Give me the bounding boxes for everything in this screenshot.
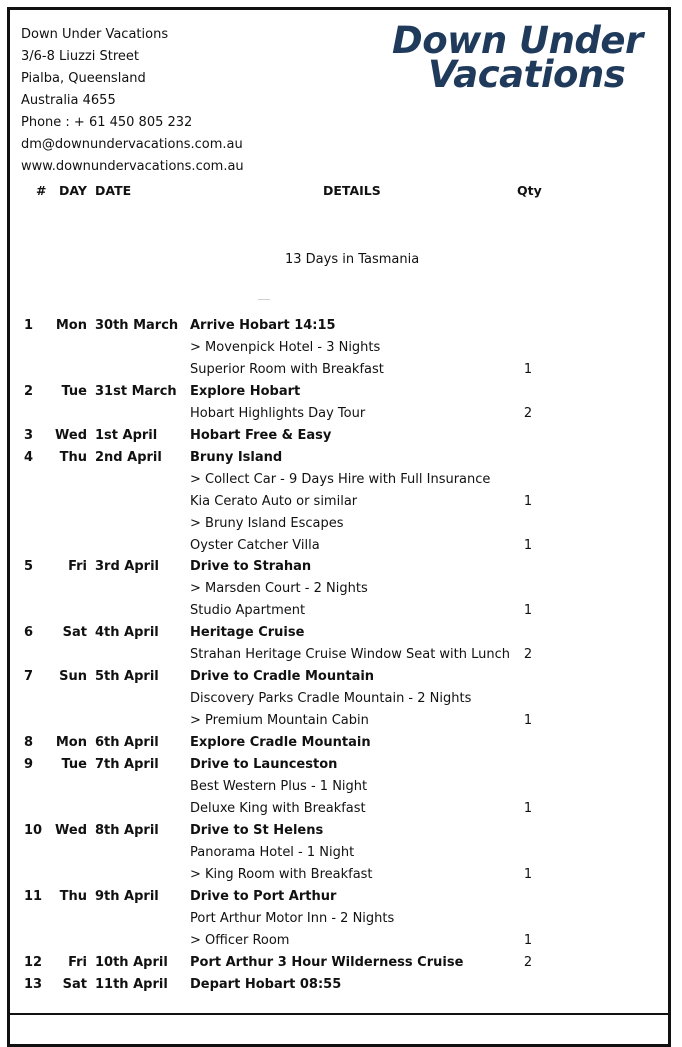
row-quantity: 2 [523, 954, 533, 970]
column-header-date: DATE [95, 183, 132, 198]
row-weekday: Mon [55, 735, 87, 751]
itinerary-row [0, 666, 682, 688]
row-details: Heritage Cruise [190, 625, 305, 641]
itinerary-row [0, 425, 682, 447]
itinerary-row [0, 776, 682, 798]
company-street: 3/6-8 Liuzzi Street [21, 49, 140, 64]
row-day-number: 5 [24, 559, 34, 575]
company-address [21, 24, 244, 178]
row-quantity: 1 [523, 713, 533, 729]
row-details: Drive to Cradle Mountain [190, 669, 375, 685]
itinerary-row [0, 622, 682, 644]
itinerary-row [0, 513, 682, 535]
row-weekday: Wed [55, 427, 87, 443]
column-header-num: # [36, 183, 47, 198]
itinerary-row [0, 337, 682, 359]
row-weekday: Fri [68, 954, 87, 970]
row-weekday: Thu [59, 888, 87, 904]
row-details: Drive to Strahan [190, 559, 312, 575]
itinerary-row [0, 644, 682, 666]
itinerary-row [0, 600, 682, 622]
itinerary-row [0, 359, 682, 381]
row-quantity: 2 [523, 647, 533, 663]
row-quantity: 1 [523, 603, 533, 619]
row-quantity: 2 [523, 405, 533, 421]
row-day-number: 4 [24, 449, 34, 465]
row-details: Kia Cerato Auto or similar [190, 493, 358, 509]
row-quantity: 1 [523, 800, 533, 816]
itinerary-row [0, 864, 682, 886]
row-details: > Officer Room [190, 932, 290, 948]
row-day-number: 3 [24, 427, 34, 443]
row-day-number: 8 [24, 735, 34, 751]
row-details: Oyster Catcher Villa [190, 537, 320, 553]
itinerary-row [0, 908, 682, 930]
row-day-number: 6 [24, 625, 34, 641]
trip-title: 13 Days in Tasmania [285, 252, 420, 267]
itinerary-row [0, 820, 682, 842]
itinerary-row [0, 447, 682, 469]
column-header-day: DAY [59, 183, 87, 198]
itinerary-row [0, 930, 682, 952]
row-quantity: 1 [523, 493, 533, 509]
row-details: Drive to Port Arthur [190, 888, 337, 904]
row-day-number: 2 [24, 383, 34, 399]
itinerary-row [0, 315, 682, 337]
row-details: Hobart Highlights Day Tour [190, 405, 366, 421]
row-date: 3rd April [95, 559, 159, 575]
row-date: 4th April [95, 625, 159, 641]
row-weekday: Wed [55, 822, 87, 838]
itinerary-row [0, 886, 682, 908]
itinerary-row [0, 974, 682, 996]
row-weekday: Sat [62, 976, 87, 992]
row-date: 9th April [95, 888, 159, 904]
row-weekday: Tue [61, 757, 87, 772]
faint-mark [258, 299, 270, 300]
row-details: > Premium Mountain Cabin [190, 713, 369, 729]
row-date: 1st April [95, 427, 158, 443]
row-details: Explore Cradle Mountain [190, 735, 371, 751]
company-phone: Phone : + 61 450 805 232 [21, 115, 193, 130]
row-details: Port Arthur 3 Hour Wilderness Cruise [190, 954, 464, 970]
row-day-number: 12 [24, 954, 43, 970]
company-email: dm@downundervacations.com.au [21, 137, 243, 152]
row-weekday: Fri [68, 559, 87, 575]
row-details: Deluxe King with Breakfast [190, 800, 366, 816]
row-details: Best Western Plus - 1 Night [190, 778, 368, 794]
row-details: Hobart Free & Easy [190, 427, 332, 443]
row-details: Bruny Island [190, 449, 283, 465]
row-details: Drive to Launceston [190, 757, 338, 772]
row-details: Drive to St Helens [190, 822, 324, 838]
row-details: > King Room with Breakfast [190, 866, 373, 882]
company-logo [392, 19, 667, 96]
row-details: Superior Room with Breakfast [190, 361, 384, 377]
itinerary-row [0, 952, 682, 974]
itinerary-row [0, 688, 682, 710]
row-details: Explore Hobart [190, 383, 301, 399]
row-quantity: 1 [523, 866, 533, 882]
row-day-number: 1 [24, 318, 34, 333]
row-details: Studio Apartment [190, 603, 306, 619]
row-date: 2nd April [95, 449, 162, 465]
row-weekday: Thu [59, 449, 87, 465]
itinerary-row [0, 798, 682, 820]
column-header-qty: Qty [517, 183, 542, 198]
company-name: Down Under Vacations [21, 27, 169, 42]
row-details: Depart Hobart 08:55 [190, 976, 342, 992]
logo-line-2: Vacations [428, 53, 626, 96]
row-date: 31st March [95, 383, 177, 399]
row-weekday: Sun [59, 669, 87, 685]
itinerary-row [0, 556, 682, 578]
row-quantity: 1 [523, 932, 533, 948]
bottom-rule [7, 1013, 671, 1015]
row-date: 5th April [95, 669, 159, 685]
row-details: > Bruny Island Escapes [190, 515, 344, 531]
row-date: 30th March [95, 318, 179, 333]
row-details: Port Arthur Motor Inn - 2 Nights [190, 910, 395, 926]
row-quantity: 1 [523, 361, 533, 377]
row-details: Discovery Parks Cradle Mountain - 2 Nights [190, 691, 472, 707]
row-details: Panorama Hotel - 1 Night [190, 844, 355, 860]
row-day-number: 9 [24, 757, 34, 772]
row-date: 11th April [95, 976, 168, 992]
row-day-number: 10 [24, 822, 43, 838]
row-details: > Marsden Court - 2 Nights [190, 581, 368, 597]
itinerary-row [0, 381, 682, 403]
company-country: Australia 4655 [21, 93, 116, 108]
row-date: 6th April [95, 735, 159, 751]
column-header-details: DETAILS [323, 183, 381, 198]
itinerary-row [0, 403, 682, 425]
itinerary-row [0, 710, 682, 732]
row-day-number: 11 [24, 888, 43, 904]
itinerary-row [0, 732, 682, 754]
row-weekday: Sat [62, 625, 87, 641]
row-weekday: Tue [61, 383, 87, 399]
row-details: > Collect Car - 9 Days Hire with Full Insurance [190, 471, 491, 487]
row-date: 10th April [95, 954, 168, 970]
row-details: Strahan Heritage Cruise Window Seat with Lunch [190, 647, 511, 663]
row-quantity: 1 [523, 537, 533, 553]
itinerary-row [0, 754, 682, 776]
itinerary-row [0, 842, 682, 864]
company-city: Pialba, Queensland [21, 71, 146, 86]
row-date: 8th April [95, 822, 159, 838]
logo-line-1: Down Under [392, 19, 643, 62]
itinerary-row [0, 469, 682, 491]
company-website: www.downundervacations.com.au [21, 159, 244, 174]
row-weekday: Mon [55, 318, 87, 333]
row-day-number: 7 [24, 669, 34, 685]
row-details: > Movenpick Hotel - 3 Nights [190, 339, 381, 355]
itinerary-row [0, 578, 682, 600]
itinerary-row [0, 491, 682, 513]
row-details: Arrive Hobart 14:15 [190, 318, 336, 333]
row-day-number: 13 [24, 976, 43, 992]
itinerary-row [0, 535, 682, 557]
row-date: 7th April [95, 757, 159, 772]
